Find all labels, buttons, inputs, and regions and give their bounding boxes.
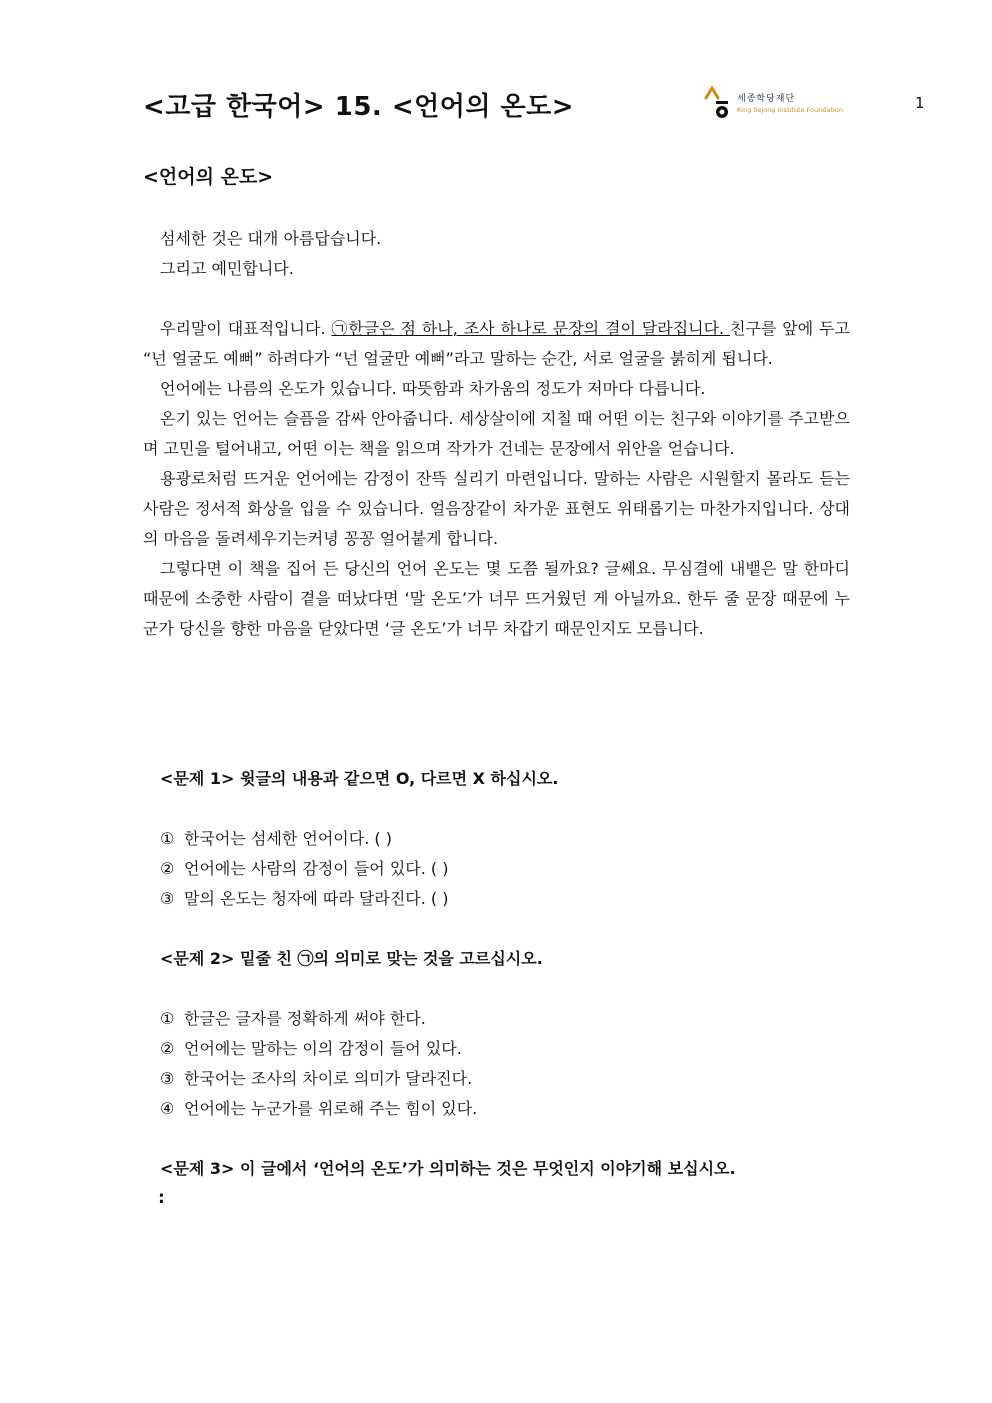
passage-paragraph: 용광로처럼 뜨거운 언어에는 감정이 잔뜩 실리기 마련입니다. 말하는 사람은 시원할지 몰라도 듣는 사람은 정서적 화상을 입을 수 있습니다. 얼음장같이 차가운 표현도 위태롭기는 마찬가지입니다. 상대의 마음을 돌려세우기는커녕 꽁꽁 얼어붙게 합니다. <box>143 469 850 548</box>
page-number: 1 <box>915 94 925 112</box>
underlined-sentence: ㉠한글은 점 하나, 조사 하나로 문장의 결이 달라집니다. <box>331 319 731 338</box>
passage-paragraph <box>143 314 850 374</box>
question-2-options <box>160 1004 477 1124</box>
option-number: ② <box>160 859 175 878</box>
option-number: ① <box>160 1009 175 1028</box>
answer-marker: : <box>158 1188 165 1208</box>
option-item[interactable] <box>160 884 448 914</box>
logo-english-text: King Sejong Institute Foundation <box>737 106 843 114</box>
option-item[interactable] <box>160 854 448 884</box>
option-text: 언어에는 누군가를 위로해 주는 힘이 있다. <box>184 1099 478 1118</box>
passage-paragraph: 언어에는 나름의 온도가 있습니다. 따뜻함과 차가움의 정도가 저마다 다릅니다. <box>160 379 706 398</box>
option-item[interactable] <box>160 1064 477 1094</box>
question-1-options <box>160 824 448 914</box>
option-number: ③ <box>160 889 175 908</box>
option-item[interactable] <box>160 1094 477 1124</box>
option-number: ② <box>160 1039 175 1058</box>
question-2-title: <문제 2> 밑줄 친 ㉠의 의미로 맞는 것을 고르십시오. <box>160 949 543 968</box>
question-3-title: <문제 3> 이 글에서 ‘언어의 온도’가 의미하는 것은 무엇인지 이야기해 보십시오. <box>160 1159 736 1178</box>
question-1-title: <문제 1> 윗글의 내용과 같으면 O, 다르면 X 하십시오. <box>160 769 559 788</box>
passage-paragraph: 그리고 예민합니다. <box>160 259 294 278</box>
page-title: <고급 한국어> 15. <언어의 온도> <box>143 92 575 122</box>
option-number: ① <box>160 829 175 848</box>
passage-paragraph: 온기 있는 언어는 슬픔을 감싸 안아줍니다. 세상살이에 지칠 때 어떤 이는 친구와 이야기를 주고받으며 고민을 털어내고, 어떤 이는 책을 읽으며 작가가 건네는 문장에서 위안을 얻습니다. <box>143 409 850 458</box>
foundation-logo <box>703 86 843 120</box>
option-item[interactable] <box>160 1004 477 1034</box>
passage-paragraph: 섬세한 것은 대개 아름답습니다. <box>160 229 382 248</box>
option-number: ④ <box>160 1099 175 1118</box>
option-text: 언어에는 사람의 감정이 들어 있다. ( ) <box>184 859 449 878</box>
option-text: 한국어는 조사의 차이로 의미가 달라진다. <box>184 1069 473 1088</box>
option-number: ③ <box>160 1069 175 1088</box>
section-title: <언어의 온도> <box>143 166 274 188</box>
option-item[interactable] <box>160 1034 477 1064</box>
logo-korean-text: 세종학당재단 <box>737 94 796 104</box>
passage-paragraph: 그렇다면 이 책을 집어 든 당신의 언어 온도는 몇 도쯤 될까요? 글쎄요. 무심결에 내뱉은 말 한마디 때문에 소중한 사람이 곁을 떠났다면 ‘말 온도’가 너무 뜨거웠던 게 아닐까요. 한두 줄 문장 때문에 누군가 당신을 향한 마음을 닫았다면 ‘글 온도’가 너무 차갑기 때문인지도 모릅니다. <box>143 559 850 638</box>
passage-text: 우리말이 대표적입니다. <box>160 319 332 338</box>
option-item[interactable] <box>160 824 448 854</box>
option-text: 한국어는 섬세한 언어이다. ( ) <box>184 829 392 848</box>
option-text: 언어에는 말하는 이의 감정이 들어 있다. <box>184 1039 462 1058</box>
passage-text: 친구를 앞에 두고 “넌 얼굴도 예뻐” 하려다가 “넌 얼굴만 예뻐”라고 말하는 순간, 서로 얼굴을 붉히게 됩니다. <box>143 319 850 368</box>
option-text: 말의 온도는 청자에 따라 달라진다. ( ) <box>184 889 449 908</box>
passage <box>143 224 850 644</box>
king-sejong-logo-icon <box>703 86 731 120</box>
option-text: 한글은 글자를 정확하게 써야 한다. <box>184 1009 426 1028</box>
